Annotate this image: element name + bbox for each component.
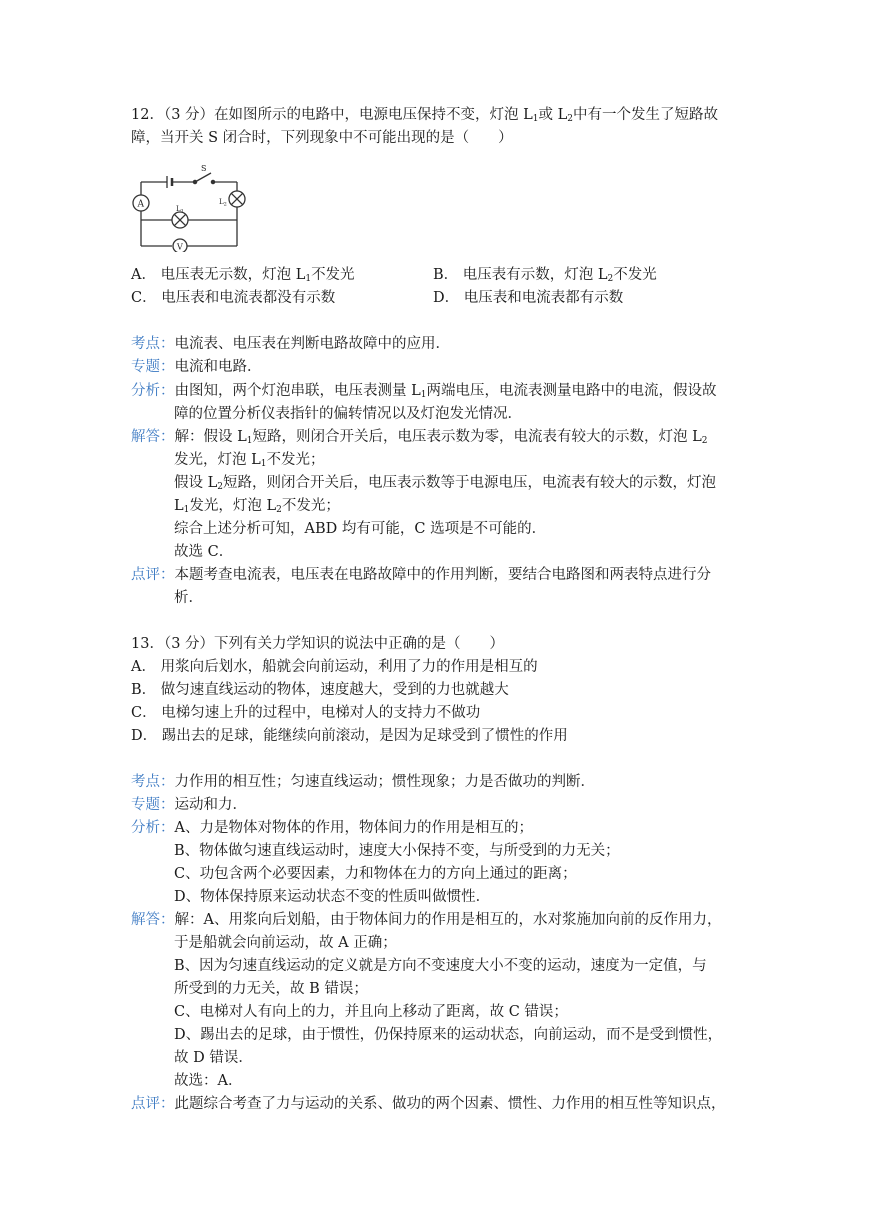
q12-option-d: D． 电压表和电流表都有示数 [433, 290, 624, 306]
q12-jieda-line5: 综合上述分析可知，ABD 均有可能，C 选项是不可能的． [174, 521, 547, 537]
q12-jieda-line6: 故选 C． [174, 544, 234, 560]
q12-stem-line1: 12．（3 分）在如图所示的电路中，电源电压保持不变，灯泡 $L_1$或 $L_2$中有一个发生了短路故 [131, 107, 718, 124]
q13-option-b: B． 做匀速直线运动的物体，速度越大，受到的力也就越大 [131, 682, 509, 698]
q12-jieda-line4: $L_1$发光，灯泡 $L_2$不发光； [174, 498, 340, 515]
q13-option-d: D． 踢出去的足球，能继续向前滚动，是因为足球受到了惯性的作用 [131, 728, 568, 744]
q13-option-a: A． 用浆向后划水，船就会向前运动，利用了力的作用是相互的 [131, 659, 538, 675]
q12-stem-line2: 障，当开关 S 闭合时，下列现象中不可能出现的是（ ） [131, 130, 513, 146]
q12-fenxi-line2: 障的位置分析仪表指针的偏转情况以及灯泡发光情况． [174, 406, 522, 422]
q13-jieda-line8: 故选：A． [174, 1073, 243, 1089]
q12-jieda-line1: 解答：解：假设 $L_1$短路，则闭合开关后，电压表示数为零，电流表有较大的示数，灯泡 $L_2$ [131, 429, 708, 446]
q12-dianping-line1: 点评：本题考查电流表，电压表在电路故障中的作用判断，要结合电路图和两表特点进行分 [131, 567, 711, 583]
q13-kaodian: 考点：力作用的相互性；匀速直线运动；惯性现象；力是否做功的判断． [131, 774, 595, 790]
l2-label: $L_2$ [219, 198, 227, 208]
q13-jieda-line1: 解答：解：A、用浆向后划船，由于物体间力的作用是相互的，水对浆施加向前的反作用力， [131, 912, 722, 928]
q13-stem: 13．（3 分）下列有关力学知识的说法中正确的是（ ） [131, 636, 505, 652]
q13-jieda-line6: D、踢出去的足球，由于惯性，仍保持原来的运动状态，向前运动，而不是受到惯性， [174, 1027, 723, 1043]
q12-jieda-line3: 假设 $L_2$短路，则闭合开关后，电压表示数等于电源电压，电流表有较大的示数，灯泡 [174, 475, 716, 492]
q13-fenxi-line1: 分析：A、力是物体对物体的作用，物体间力的作用是相互的； [131, 820, 533, 836]
q13-option-c: C． 电梯匀速上升的过程中，电梯对人的支持力不做功 [131, 705, 481, 721]
q13-jieda-line2: 于是船就会向前运动，故 A 正确； [174, 935, 397, 951]
q13-zhuanti: 专题：运动和力． [131, 797, 247, 813]
q12-option-a: A． 电压表无示数，灯泡 $L_1$不发光 [131, 267, 355, 284]
q13-dianping-line1: 点评：此题综合考查了力与运动的关系、做功的两个因素、惯性、力作用的相互性等知识点， [131, 1096, 726, 1112]
q13-fenxi-line4: D、物体保持原来运动状态不变的性质叫做惯性． [174, 889, 491, 905]
q12-jieda-line2: 发光，灯泡 $L_1$不发光； [174, 452, 325, 469]
q13-fenxi-line3: C、功包含两个必要因素，力和物体在力的方向上通过的距离； [174, 866, 577, 882]
q12-dianping-line2: 析． [174, 590, 203, 606]
voltmeter-label: V [177, 242, 183, 252]
q13-jieda-line4: 所受到的力无关，故 B 错误； [174, 981, 368, 997]
q13-jieda-line5: C、电梯对人有向上的力，并且向上移动了距离，故 C 错误； [174, 1004, 568, 1020]
q12-option-c: C． 电压表和电流表都没有示数 [131, 290, 336, 306]
switch-blade [195, 173, 211, 182]
q12-fenxi-line1: 分析：由图知，两个灯泡串联，电压表测量 $L_1$两端电压，电流表测量电路中的电流，假设故 [131, 383, 717, 400]
q13-jieda-line3: B、因为匀速直线运动的定义就是方向不变速度大小不变的运动，速度为一定值，与 [174, 958, 707, 974]
q12-option-b: B． 电压表有示数，灯泡 $L_2$不发光 [433, 267, 657, 284]
switch-label: S [201, 164, 207, 173]
q13-jieda-line7: 故 D 错误． [174, 1050, 253, 1066]
q13-fenxi-line2: B、物体做匀速直线运动时，速度大小保持不变，与所受到的力无关； [174, 843, 620, 859]
ammeter-label: A [137, 199, 144, 210]
q12-zhuanti: 专题：电流和电路． [131, 359, 262, 375]
l1-label: $L_1$ [176, 205, 184, 215]
q12-kaodian: 考点：电流表、电压表在判断电路故障中的应用． [131, 336, 450, 352]
circuit-diagram [131, 160, 251, 252]
